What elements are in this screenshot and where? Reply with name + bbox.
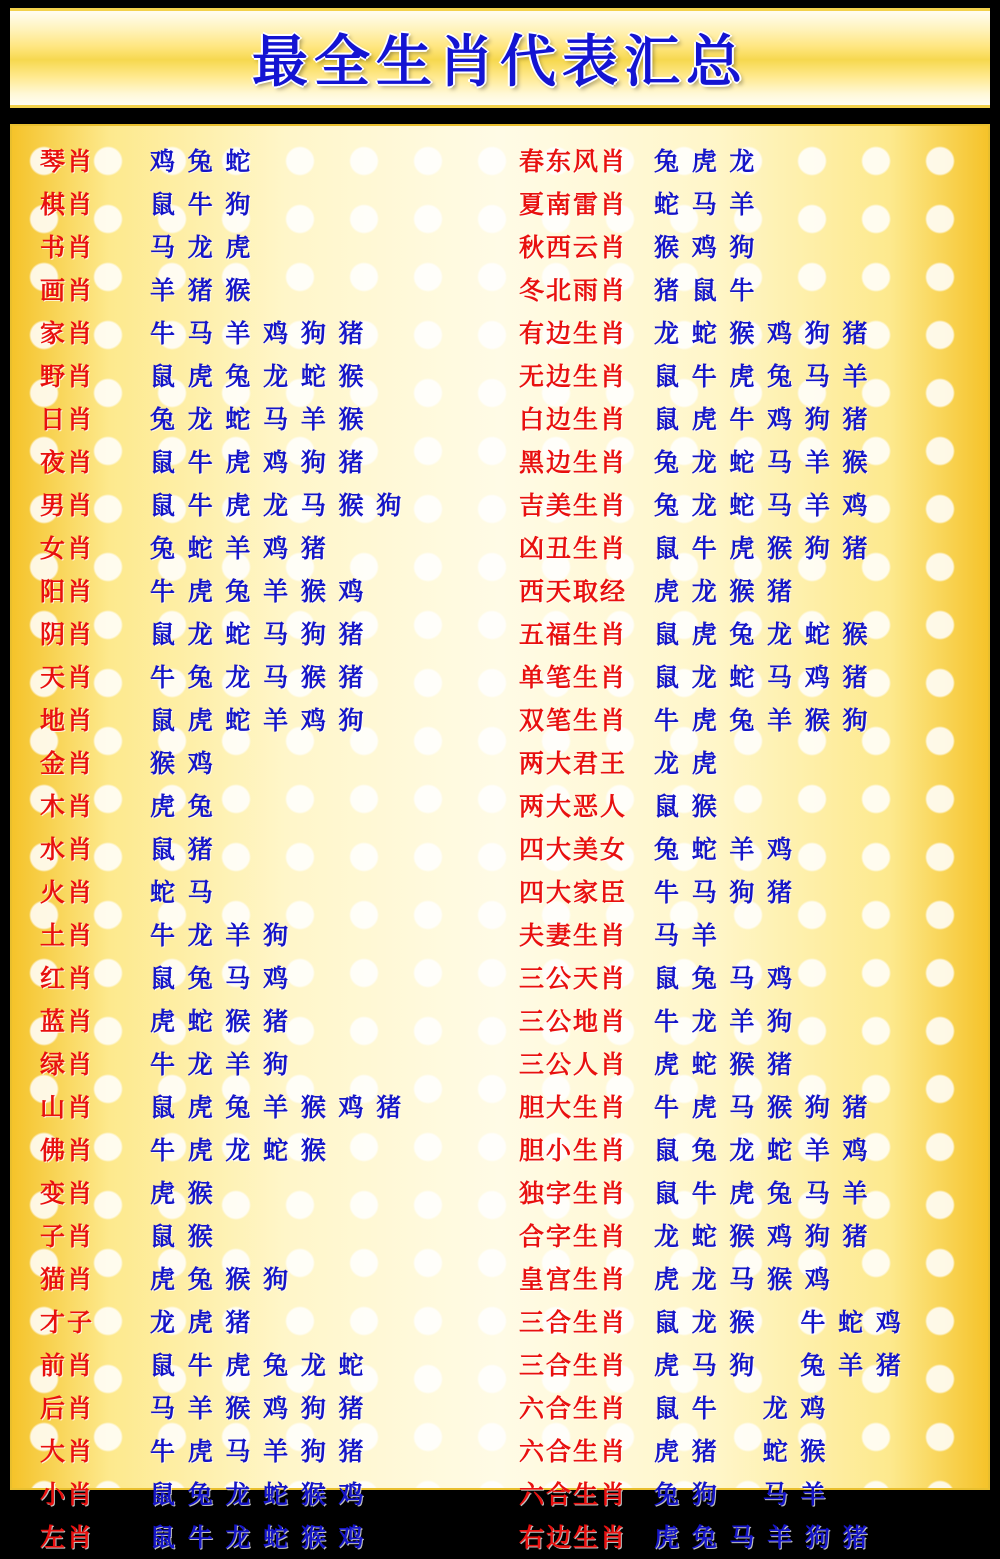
row-label: 两大恶人 [519, 792, 628, 821]
row-label: 红肖 [40, 964, 95, 993]
row-label: 日肖 [40, 405, 95, 434]
row-values: 鼠 牛 狗 [150, 190, 253, 219]
row-label: 胆大生肖 [519, 1093, 628, 1122]
row-values-secondary: 兔 羊 猪 [800, 1351, 903, 1380]
row-label: 六合生肖 [519, 1394, 628, 1423]
row-label: 左肖 [40, 1523, 95, 1552]
page-title: 最全生肖代表汇总 [252, 29, 748, 95]
table-row [40, 1516, 509, 1559]
table-row [40, 871, 509, 914]
row-label: 水肖 [40, 835, 95, 864]
table-row [519, 226, 988, 269]
row-values: 鼠 虎 兔 羊 猴 鸡 猪 [150, 1093, 404, 1122]
row-values: 鼠 兔 龙 蛇 猴 鸡 [150, 1480, 366, 1509]
row-values: 虎 龙 猴 猪 [654, 577, 795, 606]
row-values: 龙 蛇 猴 鸡 狗 猪 [654, 1222, 870, 1251]
row-label: 前肖 [40, 1351, 95, 1380]
row-values: 鼠 兔 马 鸡 [654, 964, 795, 993]
row-label: 书肖 [40, 233, 95, 262]
row-values: 马 龙 虎 [150, 233, 253, 262]
row-values: 猴 鸡 [150, 749, 215, 778]
table-row [40, 398, 509, 441]
table-row [40, 355, 509, 398]
row-values: 鼠 猪 [150, 835, 215, 864]
table-row [40, 1000, 509, 1043]
row-values: 鼠 牛 虎 兔 马 羊 [654, 1179, 870, 1208]
row-label: 绿肖 [40, 1050, 95, 1079]
table-row [40, 484, 509, 527]
row-label: 金肖 [40, 749, 95, 778]
table-row [519, 140, 988, 183]
row-values: 鼠 牛 虎 猴 狗 猪 [654, 534, 870, 563]
row-label: 胆小生肖 [519, 1136, 628, 1165]
table-row [519, 1000, 988, 1043]
table-row [519, 957, 988, 1000]
row-label: 四大家臣 [519, 878, 628, 907]
table-row [519, 1086, 988, 1129]
row-values: 鼠 虎 兔 龙 蛇 猴 [150, 362, 366, 391]
row-label: 火肖 [40, 878, 95, 907]
table-row [519, 398, 988, 441]
table-row [40, 699, 509, 742]
row-values: 兔 虎 龙 [654, 147, 757, 176]
table-row [519, 656, 988, 699]
row-values: 鼠 兔 龙 蛇 羊 鸡 [654, 1136, 870, 1165]
row-values: 牛 马 狗 猪 [654, 878, 795, 907]
row-label: 子肖 [40, 1222, 95, 1251]
row-values-secondary: 龙 鸡 [762, 1394, 828, 1423]
table-row [40, 656, 509, 699]
row-label: 地肖 [40, 706, 95, 735]
table-row [40, 742, 509, 785]
row-values: 牛 虎 马 猴 狗 猪 [654, 1093, 870, 1122]
row-label: 大肖 [40, 1437, 95, 1466]
table-row [40, 1215, 509, 1258]
row-values: 牛 虎 兔 羊 猴 狗 [654, 706, 870, 735]
table-row [40, 1301, 509, 1344]
row-label: 冬北雨肖 [519, 276, 628, 305]
table-row [519, 1473, 988, 1516]
row-values-secondary: 牛 蛇 鸡 [800, 1308, 903, 1337]
table-row [519, 484, 988, 527]
table-row [40, 527, 509, 570]
row-values: 虎 兔 马 羊 狗 猪 [654, 1523, 870, 1552]
row-label: 天肖 [40, 663, 95, 692]
table-row [519, 570, 988, 613]
table-row [519, 699, 988, 742]
row-values: 兔 龙 蛇 马 羊 鸡 [654, 491, 870, 520]
row-values: 牛 龙 羊 狗 [654, 1007, 795, 1036]
row-values: 兔 蛇 羊 鸡 猪 [150, 534, 328, 563]
row-label: 无边生肖 [519, 362, 628, 391]
table-row [519, 1516, 988, 1559]
row-values: 兔 蛇 羊 鸡 [654, 835, 795, 864]
row-label: 单笔生肖 [519, 663, 628, 692]
row-values: 鼠 牛 虎 兔 龙 蛇 [150, 1351, 366, 1380]
row-label: 后肖 [40, 1394, 95, 1423]
row-values: 牛 兔 龙 马 猴 猪 [150, 663, 366, 692]
row-values-gap [756, 1344, 800, 1387]
row-values: 虎 猴 [150, 1179, 215, 1208]
row-values: 牛 龙 羊 狗 [150, 1050, 291, 1079]
row-values: 鼠 猴 [654, 792, 719, 821]
table-row [40, 785, 509, 828]
row-values-gap [719, 1387, 763, 1430]
table-row [40, 613, 509, 656]
table-row [519, 1258, 988, 1301]
row-values: 鸡 兔 蛇 [150, 147, 253, 176]
table-row [40, 1258, 509, 1301]
table-row [519, 914, 988, 957]
row-values: 牛 虎 马 羊 狗 猪 [150, 1437, 366, 1466]
row-label: 小肖 [40, 1480, 95, 1509]
row-label: 凶丑生肖 [519, 534, 628, 563]
row-values: 牛 虎 兔 羊 猴 鸡 [150, 577, 366, 606]
table-row [519, 871, 988, 914]
table-row [519, 785, 988, 828]
row-values: 羊 猪 猴 [150, 276, 253, 305]
table-row [519, 1387, 988, 1430]
row-values: 鼠 牛 [654, 1394, 719, 1423]
table-row [40, 1430, 509, 1473]
row-label: 白边生肖 [519, 405, 628, 434]
table-row [519, 1172, 988, 1215]
table-row [40, 1344, 509, 1387]
row-values: 猪 鼠 牛 [654, 276, 757, 305]
row-values: 兔 龙 蛇 马 羊 猴 [150, 405, 366, 434]
row-label: 皇宫生肖 [519, 1265, 628, 1294]
table-row [519, 742, 988, 785]
row-label: 山肖 [40, 1093, 95, 1122]
row-values: 马 羊 [654, 921, 719, 950]
table-row [40, 312, 509, 355]
table-row [40, 1129, 509, 1172]
table-row [519, 1043, 988, 1086]
row-values: 蛇 马 [150, 878, 215, 907]
row-values: 鼠 虎 兔 龙 蛇 猴 [654, 620, 870, 649]
row-values: 鼠 牛 虎 龙 马 猴 狗 [150, 491, 404, 520]
table-row [519, 1215, 988, 1258]
table-row [40, 914, 509, 957]
table-row [519, 1344, 988, 1387]
row-label: 女肖 [40, 534, 95, 563]
row-label: 蓝肖 [40, 1007, 95, 1036]
row-values: 鼠 龙 蛇 马 鸡 猪 [654, 663, 870, 692]
content-board [10, 124, 990, 1552]
row-values: 虎 兔 猴 狗 [150, 1265, 291, 1294]
row-label: 琴肖 [40, 147, 95, 176]
table-row [519, 269, 988, 312]
row-values: 鼠 猴 [150, 1222, 215, 1251]
row-label: 夫妻生肖 [519, 921, 628, 950]
row-label: 男肖 [40, 491, 95, 520]
row-label: 右边生肖 [519, 1523, 628, 1552]
row-label: 才子 [40, 1308, 95, 1337]
row-values: 鼠 虎 牛 鸡 狗 猪 [654, 405, 870, 434]
row-values: 兔 狗 [654, 1480, 719, 1509]
row-label: 野肖 [40, 362, 95, 391]
row-values: 虎 龙 马 猴 鸡 [654, 1265, 832, 1294]
table-row [519, 1430, 988, 1473]
row-values: 鼠 牛 龙 蛇 猴 鸡 [150, 1523, 366, 1552]
row-label: 阴肖 [40, 620, 95, 649]
row-values-gap [756, 1301, 800, 1344]
row-values: 兔 龙 蛇 马 羊 猴 [654, 448, 870, 477]
table-row [519, 1301, 988, 1344]
row-values: 牛 虎 龙 蛇 猴 [150, 1136, 328, 1165]
row-values: 鼠 兔 马 鸡 [150, 964, 291, 993]
row-values: 虎 兔 [150, 792, 215, 821]
row-label: 双笔生肖 [519, 706, 628, 735]
row-values: 鼠 牛 虎 兔 马 羊 [654, 362, 870, 391]
row-label: 三合生肖 [519, 1308, 628, 1337]
row-label: 吉美生肖 [519, 491, 628, 520]
row-label: 合字生肖 [519, 1222, 628, 1251]
row-values-gap [719, 1430, 763, 1473]
table-row [519, 441, 988, 484]
row-label: 秋西云肖 [519, 233, 628, 262]
row-values: 鼠 龙 蛇 马 狗 猪 [150, 620, 366, 649]
title-banner [10, 8, 990, 108]
row-label: 佛肖 [40, 1136, 95, 1165]
table-row [519, 355, 988, 398]
row-values: 蛇 马 羊 [654, 190, 757, 219]
row-values: 鼠 龙 猴 [654, 1308, 757, 1337]
row-values: 虎 马 狗 [654, 1351, 757, 1380]
row-label: 夜肖 [40, 448, 95, 477]
table-row [519, 613, 988, 656]
row-values: 虎 猪 [654, 1437, 719, 1466]
row-values: 鼠 牛 虎 鸡 狗 猪 [150, 448, 366, 477]
row-label: 两大君王 [519, 749, 628, 778]
table-row [40, 183, 509, 226]
table-row [40, 1387, 509, 1430]
table-row [40, 828, 509, 871]
table-row [40, 570, 509, 613]
table-row [40, 441, 509, 484]
row-label: 变肖 [40, 1179, 95, 1208]
row-label: 猫肖 [40, 1265, 95, 1294]
table-row [40, 957, 509, 1000]
row-values-gap [719, 1473, 763, 1516]
table-row [519, 828, 988, 871]
row-label: 三公天肖 [519, 964, 628, 993]
row-label: 有边生肖 [519, 319, 628, 348]
table-row [519, 1129, 988, 1172]
row-values: 牛 马 羊 鸡 狗 猪 [150, 319, 366, 348]
columns-wrapper [12, 126, 988, 1552]
row-values: 龙 虎 [654, 749, 719, 778]
row-label: 六合生肖 [519, 1437, 628, 1466]
row-label: 家肖 [40, 319, 95, 348]
row-label: 阳肖 [40, 577, 95, 606]
table-row [40, 140, 509, 183]
row-values: 龙 蛇 猴 鸡 狗 猪 [654, 319, 870, 348]
table-row [519, 183, 988, 226]
row-values: 猴 鸡 狗 [654, 233, 757, 262]
row-label: 画肖 [40, 276, 95, 305]
table-row [40, 1043, 509, 1086]
row-label: 三公人肖 [519, 1050, 628, 1079]
left-column [12, 140, 509, 1552]
row-values-secondary: 马 羊 [762, 1480, 828, 1509]
table-row [40, 269, 509, 312]
row-label: 四大美女 [519, 835, 628, 864]
row-label: 黑边生肖 [519, 448, 628, 477]
row-label: 木肖 [40, 792, 95, 821]
row-label: 三合生肖 [519, 1351, 628, 1380]
row-values: 鼠 虎 蛇 羊 鸡 狗 [150, 706, 366, 735]
table-row [40, 1473, 509, 1516]
right-column [509, 140, 988, 1552]
row-label: 独字生肖 [519, 1179, 628, 1208]
row-label: 五福生肖 [519, 620, 628, 649]
row-label: 土肖 [40, 921, 95, 950]
table-row [40, 1172, 509, 1215]
row-label: 春东风肖 [519, 147, 628, 176]
row-values: 龙 虎 猪 [150, 1308, 253, 1337]
row-values-secondary: 蛇 猴 [762, 1437, 828, 1466]
row-label: 棋肖 [40, 190, 95, 219]
table-row [40, 226, 509, 269]
row-label: 三公地肖 [519, 1007, 628, 1036]
row-values: 牛 龙 羊 狗 [150, 921, 291, 950]
table-row [40, 1086, 509, 1129]
row-values: 虎 蛇 猴 猪 [150, 1007, 291, 1036]
row-label: 六合生肖 [519, 1480, 628, 1509]
table-row [519, 312, 988, 355]
row-values: 马 羊 猴 鸡 狗 猪 [150, 1394, 366, 1423]
row-label: 夏南雷肖 [519, 190, 628, 219]
row-values: 虎 蛇 猴 猪 [654, 1050, 795, 1079]
table-row [519, 527, 988, 570]
row-label: 西天取经 [519, 577, 628, 606]
